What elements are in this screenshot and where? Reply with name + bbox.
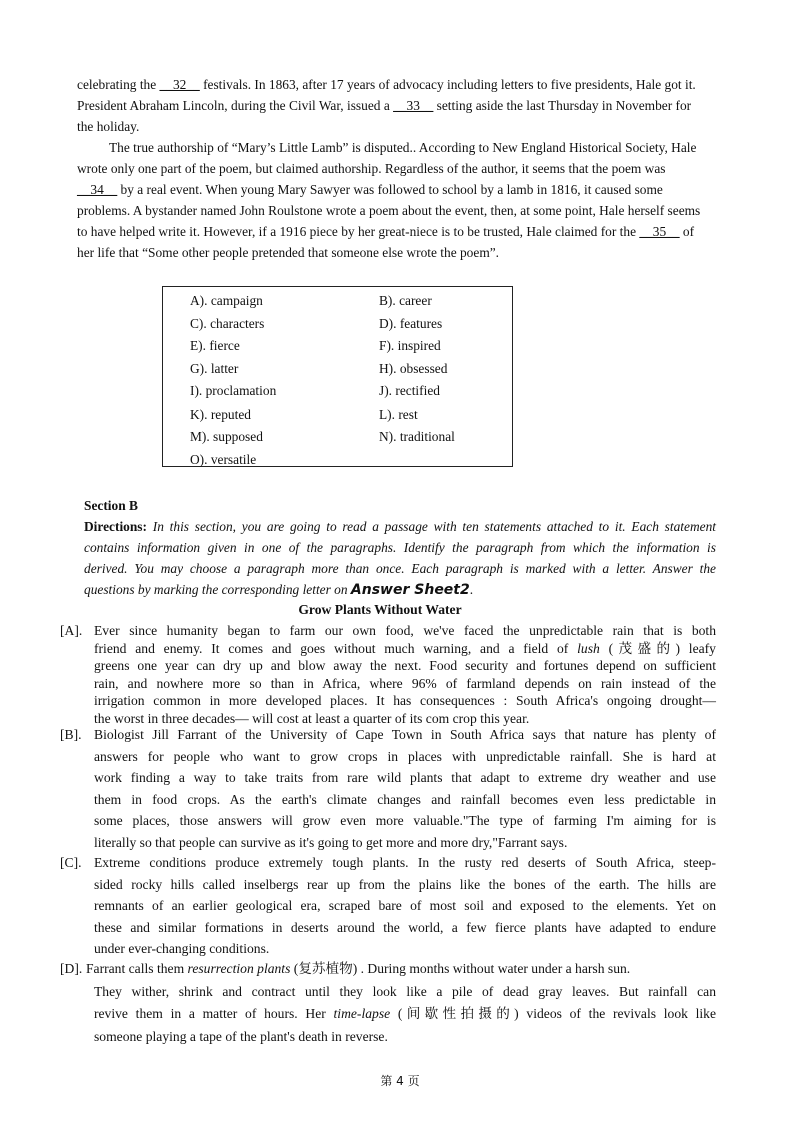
section-heading: Section B xyxy=(84,498,138,513)
passage-continuation xyxy=(77,74,715,263)
directions xyxy=(84,516,716,600)
passage-title: Grow Plants Without Water xyxy=(298,602,462,617)
paragraph-line: them in food crops. As the earth's climate changes and rainfall becomes even less predictable in xyxy=(94,791,716,807)
passage-line: problems. A bystander named John Roulstone wrote a poem about the event, then, at some point, Hale herself seems xyxy=(77,203,701,218)
directions-line: contains information given in one of the paragraphs. Identify the paragraph from which the information is xyxy=(84,540,716,555)
paragraph-label-d: [D]. xyxy=(60,961,83,976)
option-c: C). characters xyxy=(190,316,265,331)
option-j: J). rectified xyxy=(379,383,440,398)
paragraph-line: work finding a way to take traits from rare wild plants that adapt to extreme dry weather and use xyxy=(94,770,716,785)
paragraph-line: [B]. Biologist Jill Farrant of the University of Cape Town in South Africa says that nature has plenty of xyxy=(60,724,716,746)
paragraph-line: rain, and nowhere more so than in Africa, where 96% of farmland depends on rain instead of the xyxy=(94,675,716,691)
paragraph-line: remnants of an earlier geological era, scraped bare of most soil and exposed to the elements. Yet on xyxy=(94,898,716,913)
passage-line: The true authorship of “Mary’s Little Lamb” is disputed.. According to New England Historical Society, Hale xyxy=(109,140,697,155)
paragraph-b xyxy=(60,724,716,853)
option-e: E). fierce xyxy=(190,338,240,353)
paragraph-label-b: [B]. xyxy=(60,727,82,742)
paragraph-label-c: [C]. xyxy=(60,855,82,870)
paragraph-line: someone playing a tape of the plant's death in reverse. xyxy=(94,1028,388,1044)
option-n: N). traditional xyxy=(379,429,455,444)
option-b: B). career xyxy=(379,293,432,308)
paragraph-d xyxy=(60,958,716,1048)
passage-line: President Abraham Lincoln, during the Civil War, issued a __33__ setting aside the last Thursday in November for xyxy=(77,98,692,113)
option-a: A). campaign xyxy=(190,293,263,308)
paragraph-line: answers for people who want to grow crops in places with unpredictable rainfall. She is hard at xyxy=(94,748,716,764)
answer-sheet-label: Answer Sheet2 xyxy=(350,582,470,598)
directions-line: questions by marking the corresponding letter on Answer Sheet2. xyxy=(84,582,474,598)
paragraph-line: They wither, shrink and contract until they look like a pile of dead gray leaves. But rainfall can xyxy=(94,983,716,999)
paragraph-line: irrigation common in more developed places. It has consequences : South Africa's ongoing drought— xyxy=(94,693,716,708)
option-k: K). reputed xyxy=(190,407,251,422)
option-g: G). latter xyxy=(190,361,239,376)
directions-label: Directions: xyxy=(84,519,147,534)
passage-line: __34__ by a real event. When young Mary Sawyer was followed to school by a lamb in 1816, it caused some xyxy=(77,182,663,197)
blank-34[interactable]: __34__ xyxy=(77,182,118,197)
option-d: D). features xyxy=(379,316,443,331)
paragraph-line: the worst in three decades— will cost at least a quarter of its com crop this year. xyxy=(94,710,530,726)
paragraph-line: sided rocky hills called inselbergs rear up from the plains like the bones of the earth. The hills are xyxy=(94,876,716,892)
paragraph-line: under ever-changing conditions. xyxy=(94,941,270,956)
paragraph-line: greens one year can dry up and blow away the next. Food security and fortunes depend on sufficient xyxy=(94,658,716,673)
paragraph-line: these and similar formations in deserts around the world, a few fierce plants have adapted to endure xyxy=(94,919,716,935)
paragraph-a xyxy=(60,622,716,727)
passage-line: her life that “Some other people pretended that someone else wrote the poem”. xyxy=(77,245,500,260)
option-h: H). obsessed xyxy=(379,361,448,376)
paragraph-line: some places, those answers will grow even more valuable."The type of farming I'm aiming for is xyxy=(94,813,716,828)
option-i: I). proclamation xyxy=(190,383,277,398)
option-m: M). supposed xyxy=(190,429,263,444)
option-f: F). inspired xyxy=(379,338,441,353)
word-bank-box xyxy=(162,286,513,467)
paragraph-line: [C]. Extreme conditions produce extremely tough plants. In the rusty red deserts of South Africa, steep- xyxy=(60,852,716,874)
passage-line: the holiday. xyxy=(77,119,140,134)
blank-33[interactable]: __33__ xyxy=(393,98,434,113)
paragraph-line: [D]. Farrant calls them resurrection plants (复苏植物) . During months without water under a harsh sun. xyxy=(60,958,716,981)
directions-line: Directions: In this section, you are going to read a passage with ten statements attached to it. Each statement xyxy=(84,519,716,534)
paragraph-c xyxy=(60,852,716,960)
blank-32[interactable]: __32__ xyxy=(159,77,200,92)
passage-line: wrote only one part of the poem, but claimed authorship. Regardless of the author, it seems that the poem was xyxy=(77,161,666,176)
page-number: 第 4 页 xyxy=(380,1074,420,1088)
paragraph-line: revive them in a matter of hours. Her time-lapse (间歇性拍摄的) videos of the revivals look like xyxy=(94,1006,717,1021)
paragraph-line: [A]. Ever since humanity began to farm our own food, we've faced the unpredictable rain that is both xyxy=(60,623,716,638)
passage-line: to have helped write it. However, if a 1916 piece by her great-niece is to be trusted, Hale claimed for the __35__ of xyxy=(77,224,695,239)
paragraph-line: literally so that people can survive as it's going to get more and more dry,"Farrant says. xyxy=(94,834,568,850)
blank-35[interactable]: __35__ xyxy=(639,224,680,239)
passage-line: celebrating the __32__ festivals. In 1863, after 17 years of advocacy including letters to five presidents, Hale got it. xyxy=(77,77,696,92)
paragraph-line: friend and enemy. It comes and goes without much warning, and a field of lush (茂盛的) leafy xyxy=(94,640,716,656)
option-l: L). rest xyxy=(379,407,418,422)
option-o: O). versatile xyxy=(190,452,257,467)
paragraph-label-a: [A]. xyxy=(60,623,83,638)
directions-line: derived. You may choose a paragraph more than once. Each paragraph is marked with a letter. Answer the xyxy=(84,561,716,576)
